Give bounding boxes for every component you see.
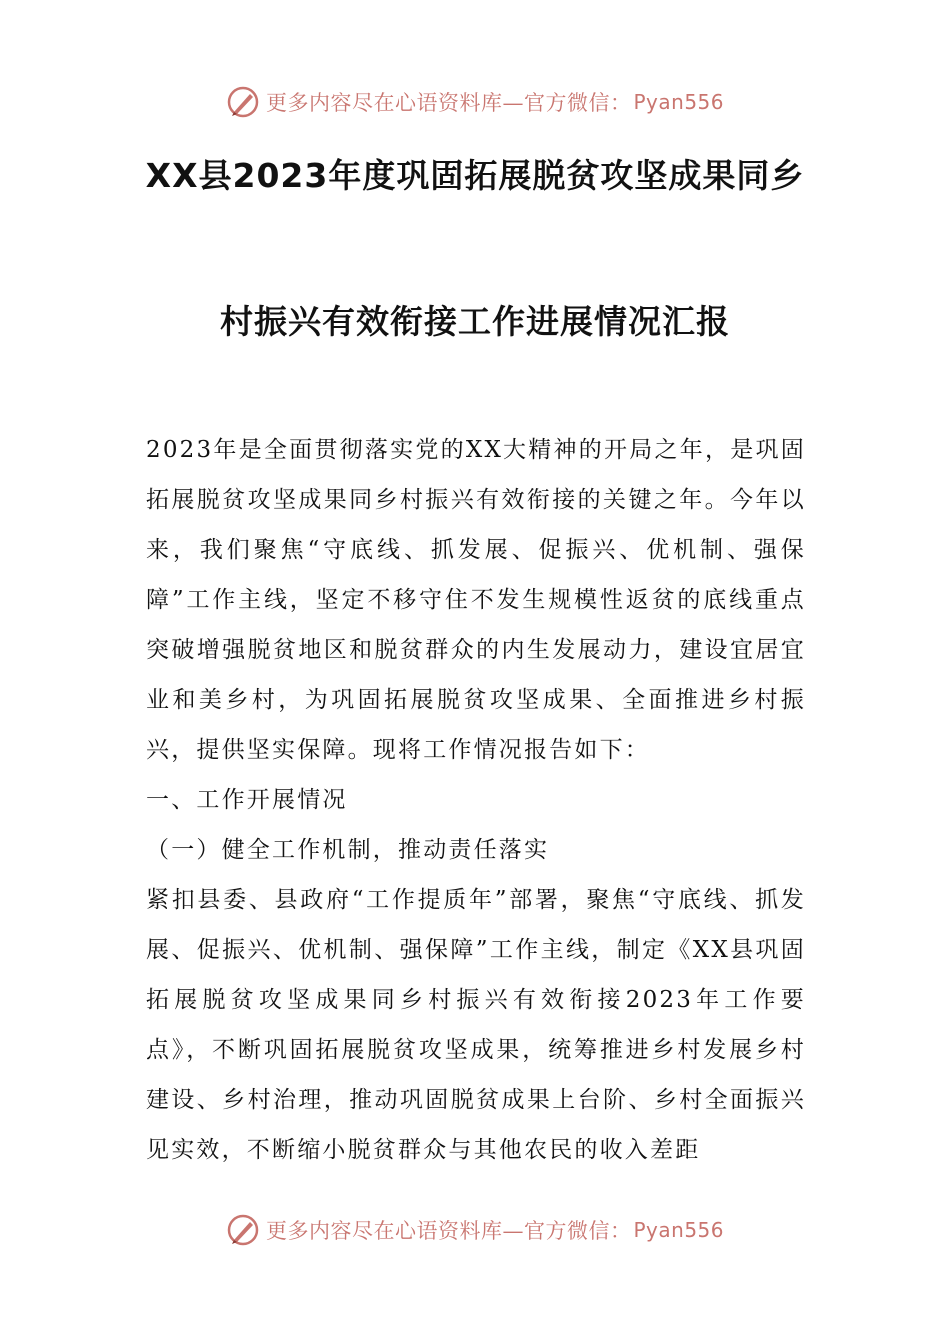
intro-paragraph: 2023年是全面贯彻落实党的XX大精神的开局之年，是巩固拓展脱贫攻坚成果同乡村振兴有效衔接的关键之年。今年以来，我们聚焦“守底线、抓发展、促振兴、优机制、强保障”工作主线，坚定不移守住不发生规模性返贫的底线重点突破增强脱贫地区和脱贫群众的内生发展动力，建设宜居宜业和美乡村，为巩固拓展脱贫攻坚成果、全面推进乡村振兴，提供坚实保障。现将工作情况报告如下： [146, 437, 806, 763]
document-title-line-2: 村振兴有效衔接工作进展情况汇报 [220, 302, 730, 341]
document-title-line-1: XX县2023年度巩固拓展脱贫攻坚成果同乡 [145, 156, 805, 195]
banner-wechat-id: Pyan556 [633, 1218, 724, 1242]
pen-logo-icon [226, 1213, 260, 1247]
footer-watermark-banner [0, 1208, 950, 1252]
pen-logo-icon [226, 85, 260, 119]
banner-wechat-id: Pyan556 [633, 90, 724, 114]
document-body [146, 425, 806, 1175]
subsection-heading: （一）健全工作机制，推动责任落实 [146, 837, 550, 863]
body-paragraph: 紧扣县委、县政府“工作提质年”部署，聚焦“守底线、抓发展、促振兴、优机制、强保障”工作主线，制定《XX县巩固拓展脱贫攻坚成果同乡村振兴有效衔接2023年工作要点》，不断巩固拓展脱贫攻坚成果，统筹推进乡村发展乡村建设、乡村治理，推动巩固脱贫成果上台阶、乡村全面振兴见实效，不断缩小脱贫群众与其他农民的收入差距 [146, 887, 806, 1163]
banner-text: 更多内容尽在心语资料库—官方微信： [265, 1219, 632, 1243]
header-watermark-banner [0, 80, 950, 124]
banner-text: 更多内容尽在心语资料库—官方微信： [265, 91, 632, 115]
section-heading: 一、工作开展情况 [146, 787, 348, 813]
